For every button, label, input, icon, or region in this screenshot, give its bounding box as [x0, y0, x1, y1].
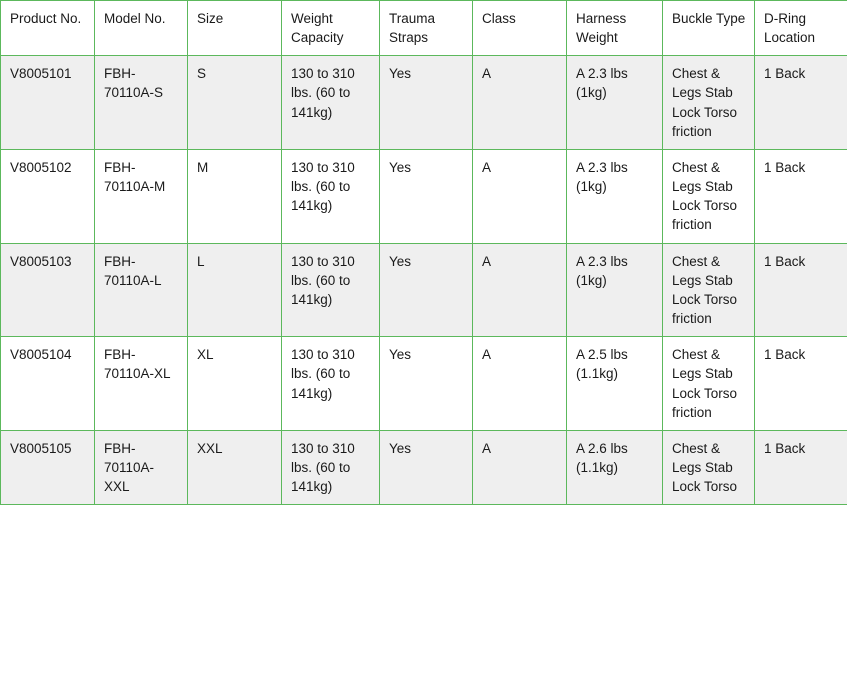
cell-trauma-straps: Yes [380, 430, 473, 504]
column-header-buckle-type: Buckle Type [663, 1, 755, 56]
cell-model-no: FBH-70110A-XL [95, 337, 188, 431]
cell-size: L [188, 243, 282, 337]
cell-harness-weight: A 2.3 lbs (1kg) [567, 149, 663, 243]
cell-size: S [188, 56, 282, 150]
table-header [1, 1, 847, 56]
cell-model-no: FBH-70110A-M [95, 149, 188, 243]
column-header-trauma-straps: Trauma Straps [380, 1, 473, 56]
cell-weight-capacity: 130 to 310 lbs. (60 to 141kg) [282, 56, 380, 150]
cell-product-no: V8005101 [1, 56, 95, 150]
column-header-product-no: Product No. [1, 1, 95, 56]
cell-size: XXL [188, 430, 282, 504]
cell-trauma-straps: Yes [380, 149, 473, 243]
cell-harness-weight: A 2.5 lbs (1.1kg) [567, 337, 663, 431]
cell-buckle-type: Chest & Legs Stab Lock Torso [663, 430, 755, 504]
cell-d-ring-location: 1 Back [755, 430, 847, 504]
table-row [1, 56, 847, 150]
table-row [1, 149, 847, 243]
column-header-model-no: Model No. [95, 1, 188, 56]
table-row [1, 430, 847, 504]
cell-product-no: V8005105 [1, 430, 95, 504]
cell-product-no: V8005103 [1, 243, 95, 337]
cell-class: A [473, 243, 567, 337]
table-row [1, 337, 847, 431]
cell-weight-capacity: 130 to 310 lbs. (60 to 141kg) [282, 243, 380, 337]
cell-trauma-straps: Yes [380, 243, 473, 337]
cell-d-ring-location: 1 Back [755, 243, 847, 337]
cell-weight-capacity: 130 to 310 lbs. (60 to 141kg) [282, 149, 380, 243]
cell-model-no: FBH-70110A-L [95, 243, 188, 337]
cell-harness-weight: A 2.6 lbs (1.1kg) [567, 430, 663, 504]
cell-size: M [188, 149, 282, 243]
cell-trauma-straps: Yes [380, 337, 473, 431]
cell-trauma-straps: Yes [380, 56, 473, 150]
cell-weight-capacity: 130 to 310 lbs. (60 to 141kg) [282, 430, 380, 504]
table-body [1, 56, 847, 505]
cell-buckle-type: Chest & Legs Stab Lock Torso friction [663, 149, 755, 243]
cell-harness-weight: A 2.3 lbs (1kg) [567, 56, 663, 150]
column-header-d-ring-location: D-Ring Location [755, 1, 847, 56]
column-header-harness-weight: Harness Weight [567, 1, 663, 56]
cell-d-ring-location: 1 Back [755, 337, 847, 431]
cell-class: A [473, 337, 567, 431]
cell-d-ring-location: 1 Back [755, 56, 847, 150]
cell-buckle-type: Chest & Legs Stab Lock Torso friction [663, 337, 755, 431]
cell-d-ring-location: 1 Back [755, 149, 847, 243]
table-header-row [1, 1, 847, 56]
column-header-class: Class [473, 1, 567, 56]
cell-model-no: FBH-70110A-XXL [95, 430, 188, 504]
cell-product-no: V8005104 [1, 337, 95, 431]
cell-class: A [473, 430, 567, 504]
cell-model-no: FBH-70110A-S [95, 56, 188, 150]
cell-class: A [473, 149, 567, 243]
column-header-weight-capacity: Weight Capacity [282, 1, 380, 56]
cell-harness-weight: A 2.3 lbs (1kg) [567, 243, 663, 337]
cell-class: A [473, 56, 567, 150]
column-header-size: Size [188, 1, 282, 56]
cell-buckle-type: Chest & Legs Stab Lock Torso friction [663, 243, 755, 337]
cell-product-no: V8005102 [1, 149, 95, 243]
cell-weight-capacity: 130 to 310 lbs. (60 to 141kg) [282, 337, 380, 431]
cell-buckle-type: Chest & Legs Stab Lock Torso friction [663, 56, 755, 150]
table-row [1, 243, 847, 337]
cell-size: XL [188, 337, 282, 431]
